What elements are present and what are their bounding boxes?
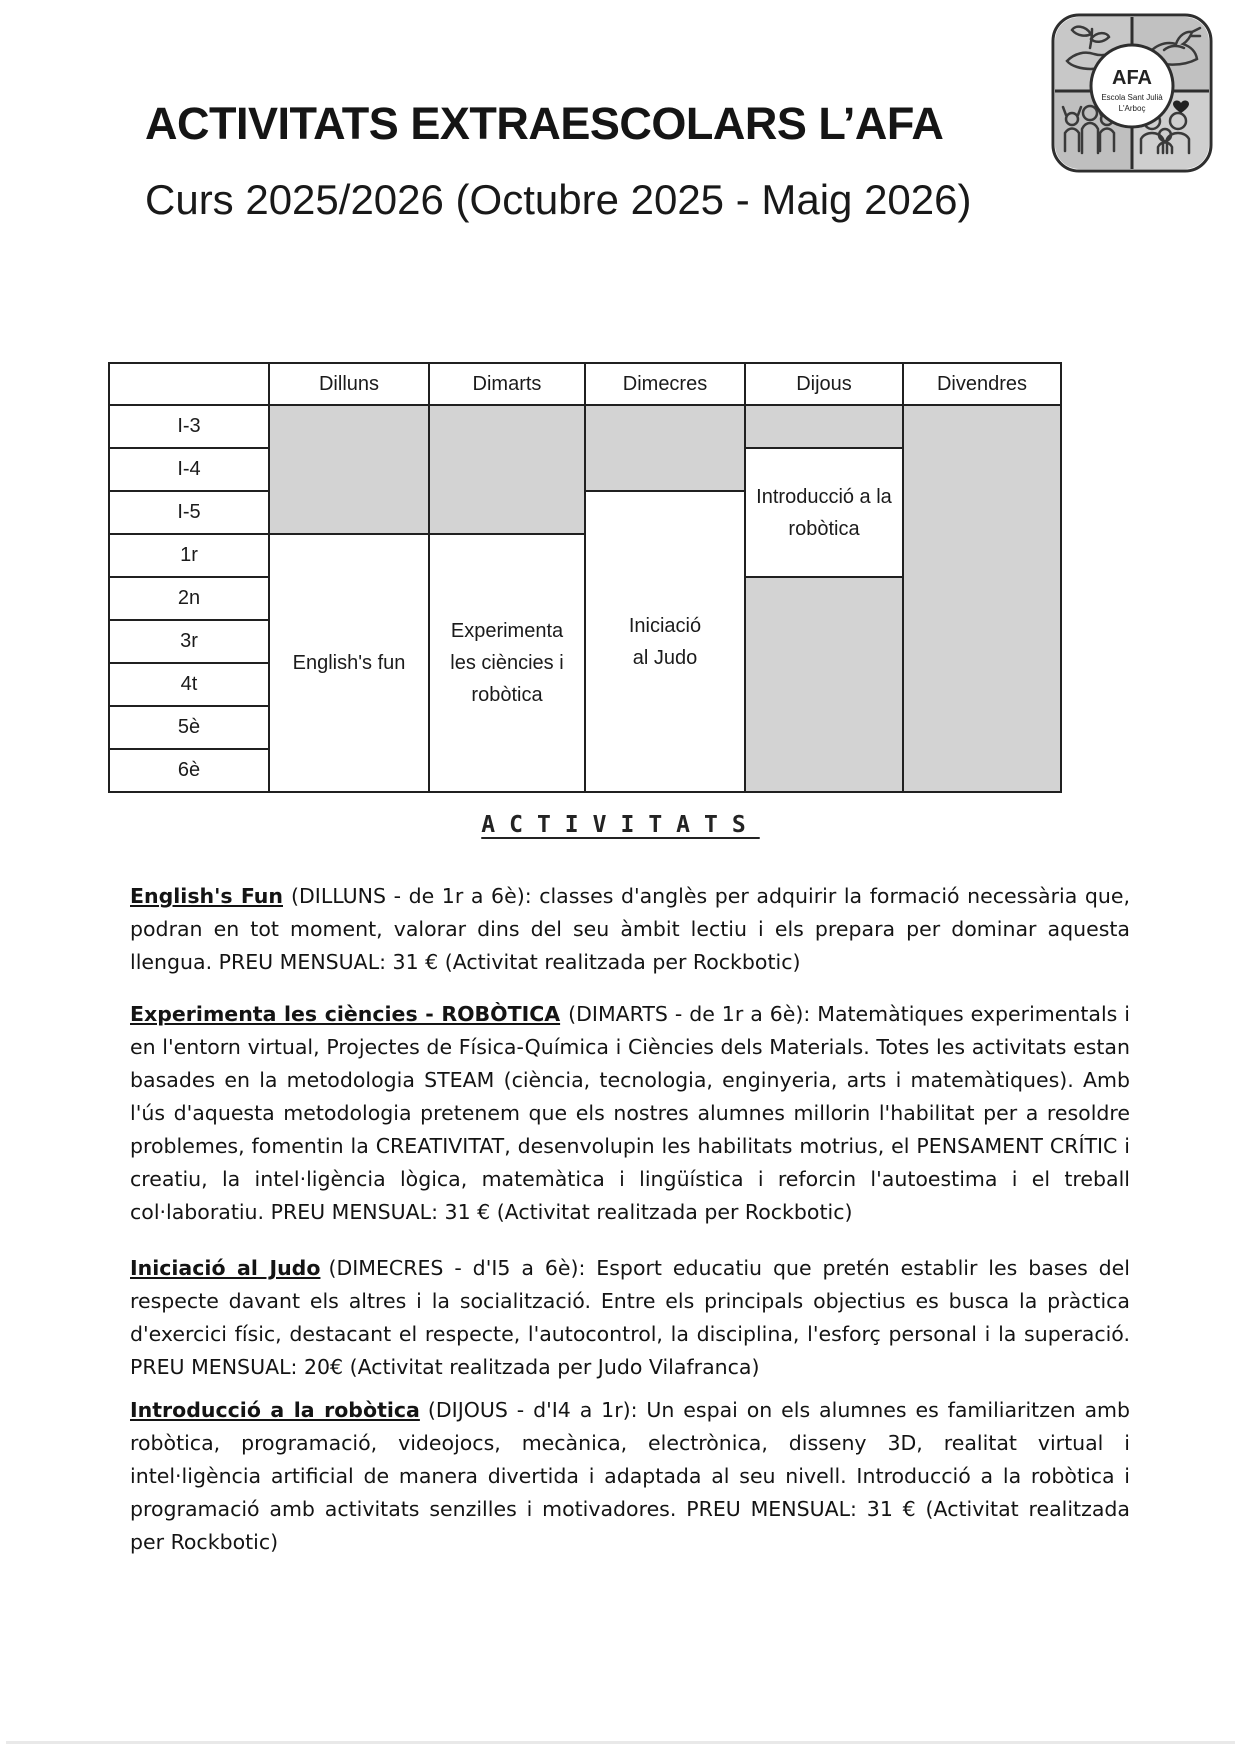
activity-cell-line: robòtica xyxy=(788,517,860,540)
logo-school-town: L'Arboç xyxy=(1118,104,1146,113)
row-label-i3: I-3 xyxy=(109,405,269,448)
unavailable-cell-dijous-i3 xyxy=(745,405,903,448)
unavailable-cell-dilluns-infantil xyxy=(269,405,429,534)
row-label-6e: 6è xyxy=(109,749,269,792)
unavailable-cell-dijous-primaria xyxy=(745,577,903,792)
activity-description-title: Experimenta les ciències - ROBÒTICA xyxy=(130,1002,561,1026)
row-label-i4: I-4 xyxy=(109,448,269,491)
activities-heading: ACTIVITATS xyxy=(481,812,760,838)
activity-description-title: English's Fun xyxy=(130,884,283,908)
schedule-header-row xyxy=(109,363,1061,405)
page-title: ACTIVITATS EXTRAESCOLARS L’AFA xyxy=(145,98,944,149)
day-header-dilluns: Dilluns xyxy=(269,363,429,405)
row-label-5e: 5è xyxy=(109,706,269,749)
schedule-corner-cell xyxy=(109,363,269,405)
activity-description-title: Introducció a la robòtica xyxy=(130,1398,420,1422)
activity-description-body: (DIMARTS - de 1r a 6è): Matemàtiques experimentals i en l'entorn virtual, Projectes de Física-Química i Ciències dels Materials. Totes les activitats estan basades en la metodologia STEAM (ciència, tecnologia, enginyeria, arts i matemàtiques). Amb l'ús d'aquesta metodologia pretenem que els nostres alumnes millorin l'habilitat per a resoldre problemes, fomentin la CREATIVITAT, desenvolupin les habilitats motrius, el PENSAMENT CRÍTIC i creatiu, la intel·ligència lògica, matemàtica i lingüística i reforcin l'autoestima i el treball col·laboratiu. PREU MENSUAL: 31 € (Activitat realitzada per Rockbotic) xyxy=(130,1002,1130,1224)
activity-description-english-fun xyxy=(130,880,1130,979)
activity-description-body: (DIJOUS - d'I4 a 1r): Un espai on els alumnes es familiaritzen amb robòtica, programació, videojocs, mecànica, electrònica, disseny 3D, realitat virtual i intel·ligència artificial de manera divertida i adaptada al seu nivell. Introducció a la robòtica i programació amb activitats senzilles i motivadores. PREU MENSUAL: 31 € (Activitat realitzada per Rockbotic) xyxy=(130,1398,1130,1554)
unavailable-cell-dimarts-infantil xyxy=(429,405,585,534)
logo-acronym: AFA xyxy=(1112,67,1152,89)
row-label-3r: 3r xyxy=(109,620,269,663)
row-label-4t: 4t xyxy=(109,663,269,706)
activity-cell-line: Introducció a la xyxy=(756,485,892,508)
activity-description-title: Iniciació al Judo xyxy=(130,1256,321,1280)
activity-description-body: (DIMECRES - d'I5 a 6è): Esport educatiu que pretén establir les bases del respecte davant els altres i la socialització. Entre els principals objectius es busca la pràctica d'exercici físic, destacant el respecte, l'autocontrol, la disciplina, l'esforç personal i la superació. PREU MENSUAL: 20€ (Activitat realitzada per Judo Vilafranca) xyxy=(130,1256,1130,1379)
activity-cell-dilluns-english xyxy=(269,534,429,792)
activity-cell-line: les ciències i xyxy=(450,652,564,674)
day-header-dijous: Dijous xyxy=(745,363,903,405)
afa-school-logo xyxy=(1050,12,1214,174)
schedule-table xyxy=(108,362,1062,793)
activity-cell-dimecres-judo xyxy=(585,491,745,792)
day-header-dimecres: Dimecres xyxy=(585,363,745,405)
activity-cell-line: English's fun xyxy=(292,652,406,674)
row-label-i5: I-5 xyxy=(109,491,269,534)
page-subtitle: Curs 2025/2026 (Octubre 2025 - Maig 2026) xyxy=(145,176,972,223)
activity-cell-line: al Judo xyxy=(632,646,698,669)
row-label-1r: 1r xyxy=(109,534,269,577)
unavailable-cell-dimecres-i3-i4 xyxy=(585,405,745,491)
unavailable-cell-divendres xyxy=(903,405,1061,792)
table-row xyxy=(109,405,1061,448)
activity-cell-line: robòtica xyxy=(471,684,543,706)
row-label-2n: 2n xyxy=(109,577,269,620)
activity-cell-line: Iniciació xyxy=(628,614,702,637)
day-header-dimarts: Dimarts xyxy=(429,363,585,405)
activity-cell-line: Experimenta xyxy=(450,620,564,642)
scan-artifact-line xyxy=(6,1741,1235,1744)
afa-logo-graphic xyxy=(1050,12,1214,174)
activity-description-intro-robotica xyxy=(130,1394,1130,1559)
activity-description-experimenta-robotica xyxy=(130,998,1130,1229)
logo-school-name: Escola Sant Julià xyxy=(1101,93,1163,102)
activity-cell-dimarts-ciencies xyxy=(429,534,585,792)
activity-cell-dijous-robotica xyxy=(745,448,903,577)
activity-description-judo xyxy=(130,1252,1130,1384)
day-header-divendres: Divendres xyxy=(903,363,1061,405)
activity-description-body: (DILLUNS - de 1r a 6è): classes d'anglès per adquirir la formació necessària que, podran en tot moment, valorar dins del seu àmbit lectiu i els prepara per dominar aquesta llengua. PREU MENSUAL: 31 € (Activitat realitzada per Rockbotic) xyxy=(130,884,1130,974)
activity-descriptions xyxy=(130,880,1130,1559)
